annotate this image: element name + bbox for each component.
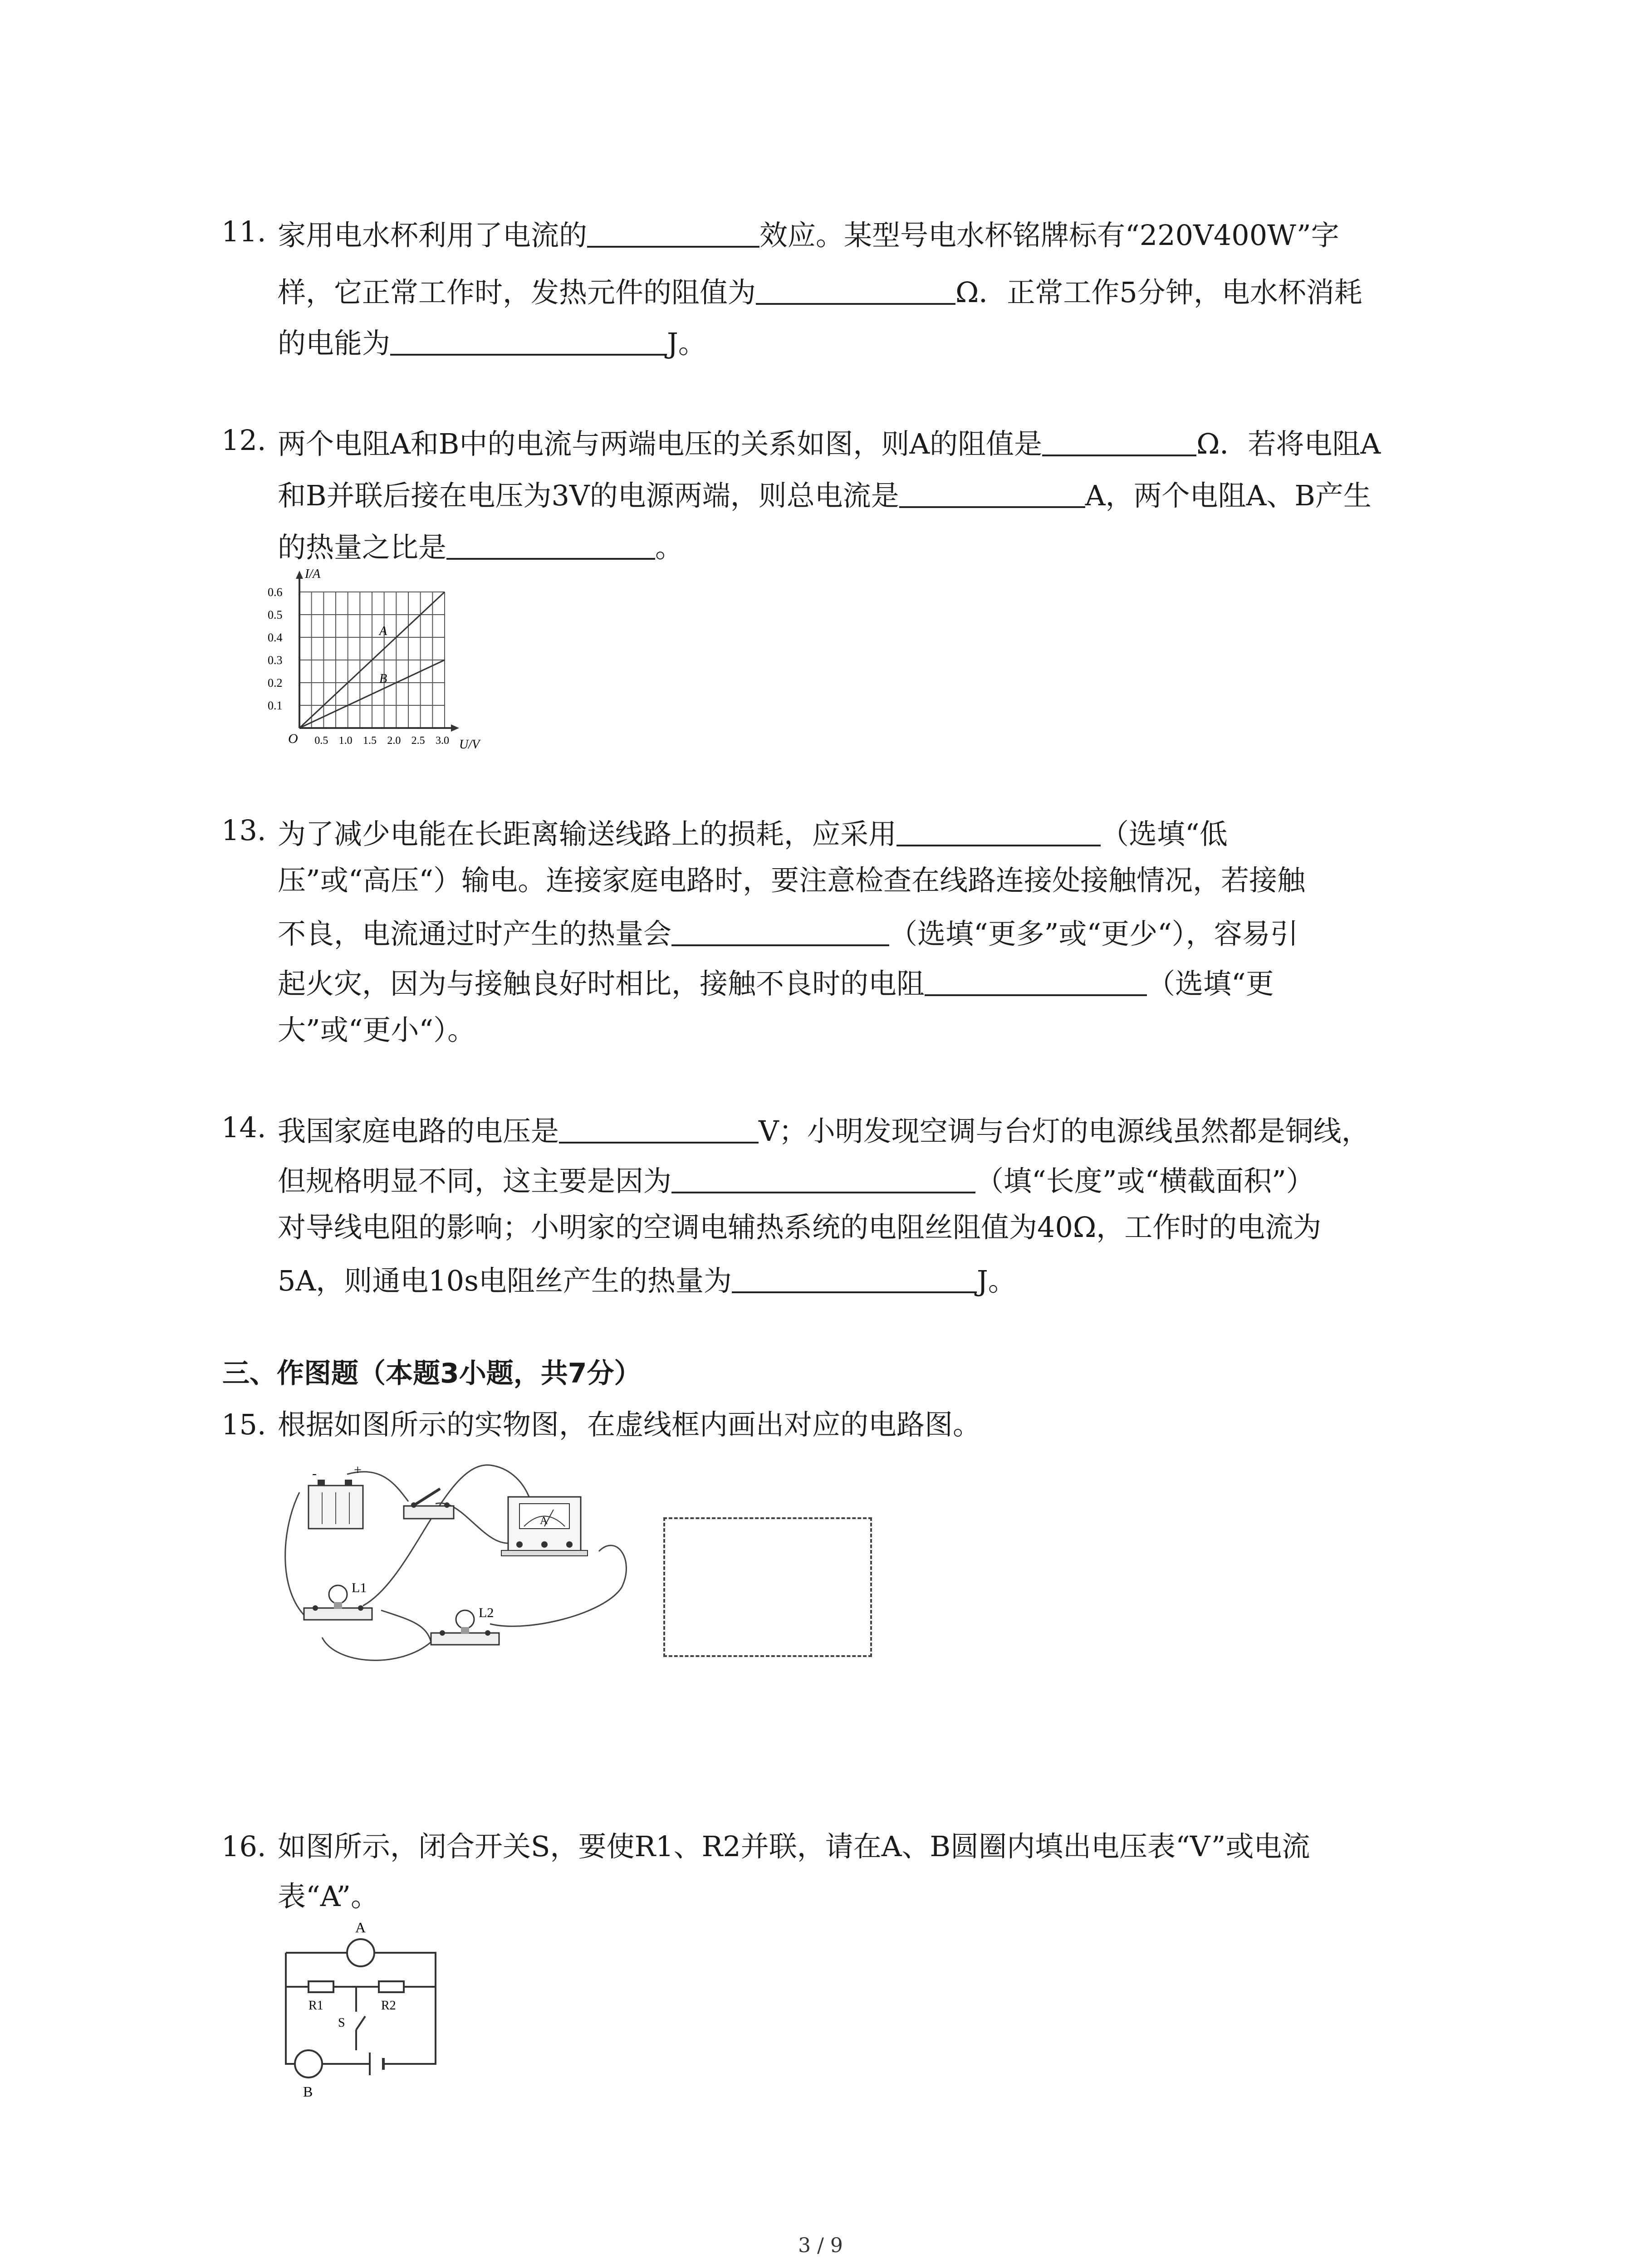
y-tick-label: 0.4 [268,631,283,644]
physical-circuit-figure [272,1461,644,1678]
question-line: 对导线电阻的影响；小明家的空调电辅热系统的电阻丝阻值为40Ω，工作时的电流为 [278,1211,1322,1244]
answer-blank[interactable] [899,478,1085,508]
question-line: 根据如图所示的实物图，在虚线框内画出对应的电路图。 [278,1408,981,1441]
y-tick-label: 0.1 [268,699,283,712]
svg-text:-: - [312,1466,317,1481]
answer-blank[interactable] [671,916,889,946]
question-number: 15. [221,1408,266,1441]
x-tick-label: 0.5 [314,735,328,747]
question-line: 但规格明显不同，这主要是因为 （填“长度”或“横截面积”） [278,1164,1314,1198]
x-axis-arrow [451,724,459,732]
meter-a-circle[interactable] [347,1939,374,1966]
meter-a-label: A [355,1919,366,1936]
series-label-a: A [379,624,387,638]
question-number: 13. [221,814,266,847]
meter-b-circle[interactable] [295,2050,322,2077]
question-line: 压”或“高压“）输电。连接家庭电路时，要注意检查在线路连接处接触情况，若接触 [278,864,1306,897]
question-line: 如图所示，闭合开关S，要使R1、R2并联，请在A、B圆圈内填出电压表“V”或电流 [278,1830,1310,1863]
svg-text:L2: L2 [479,1605,494,1620]
question-line: 样，它正常工作时，发热元件的阻值为 Ω．正常工作5分钟，电水杯消耗 [278,276,1362,309]
x-tick-label: 2.5 [411,735,425,747]
x-tick-label: 3.0 [436,735,449,747]
question-line: 大”或“更小“）。 [278,1013,476,1046]
question-line: 表“A”。 [278,1880,379,1913]
x-tick-label: 1.5 [363,735,377,747]
question-line: 的热量之比是 。 [278,531,684,564]
section-heading: 三、作图题（本题3小题，共7分） [222,1358,642,1389]
question-number: 12. [221,424,266,457]
x-axis-label: U/V [459,738,480,752]
wire [490,1545,626,1626]
x-tick-label: 2.0 [387,735,401,747]
ammeter-icon [501,1497,588,1556]
question-line: 起火灾，因为与接触良好时相比，接触不良时的电阻 （选填“更 [278,967,1274,1000]
question-line: 家用电水杯利用了电流的 效应。某型号电水杯铭牌标有“220V400W”字 [278,219,1339,252]
question-line: 两个电阻A和B中的电流与两端电压的关系如图，则A的阻值是 Ω．若将电阻A [278,427,1381,460]
question-line: 的电能为 J。 [278,327,706,360]
page-number: 3 / 9 [798,2234,843,2257]
question-line: 不良，电流通过时产生的热量会 （选填“更多”或“更少“），容易引 [278,917,1298,950]
iu-chart [263,567,508,758]
x-tick-label: 1.0 [338,735,353,747]
answer-blank[interactable] [732,1263,977,1293]
y-tick-label: 0.5 [268,608,283,621]
r1-label: R1 [309,1999,323,2013]
question-line: 和B并联后接在电压为3V的电源两端，则总电流是 A，两个电阻A、B产生 [278,479,1372,512]
r2-label: R2 [381,1999,396,2013]
y-axis-arrow [296,571,303,579]
answer-blank[interactable] [390,326,667,356]
question-line: 我国家庭电路的电压是 V；小明发现空调与台灯的电源线虽然都是铜线， [278,1114,1370,1148]
answer-blank[interactable] [896,816,1101,846]
answer-blank[interactable] [925,966,1147,996]
switch-label: S [338,2016,345,2030]
series-label-b: B [379,672,387,686]
lamp-l1-icon [304,1580,372,1620]
y-tick-label: 0.3 [268,654,283,667]
question-line: 为了减少电能在长距离输送线路上的损耗，应采用 （选填“低 [278,817,1228,850]
battery-icon [309,1462,363,1529]
question-number: 16. [221,1830,266,1863]
question-number: 11. [221,215,266,248]
answer-blank[interactable] [587,218,759,248]
switch-icon [404,1489,454,1519]
resistor-r2 [379,1981,404,1992]
answer-blank[interactable] [671,1163,975,1193]
svg-text:+: + [354,1462,362,1477]
wire [285,1492,309,1619]
question-number: 14. [221,1111,266,1144]
svg-text:A: A [540,1515,548,1527]
question-line: 5A，则通电10s电阻丝产生的热量为 J。 [278,1264,1016,1297]
answer-blank[interactable] [559,1114,759,1144]
circuit-diagram [272,1919,454,2100]
answer-blank[interactable] [756,275,955,305]
origin-label: O [288,731,298,746]
svg-text:L1: L1 [352,1580,367,1595]
answer-blank[interactable] [1042,426,1196,456]
y-axis-label: I/A [305,567,321,581]
meter-b-label: B [303,2083,313,2100]
answer-drawing-box[interactable] [663,1517,872,1657]
y-tick-label: 0.6 [268,586,283,599]
answer-blank[interactable] [446,530,655,560]
resistor-r1 [309,1981,333,1992]
y-tick-label: 0.2 [268,676,283,689]
lamp-l2-icon [431,1605,499,1645]
